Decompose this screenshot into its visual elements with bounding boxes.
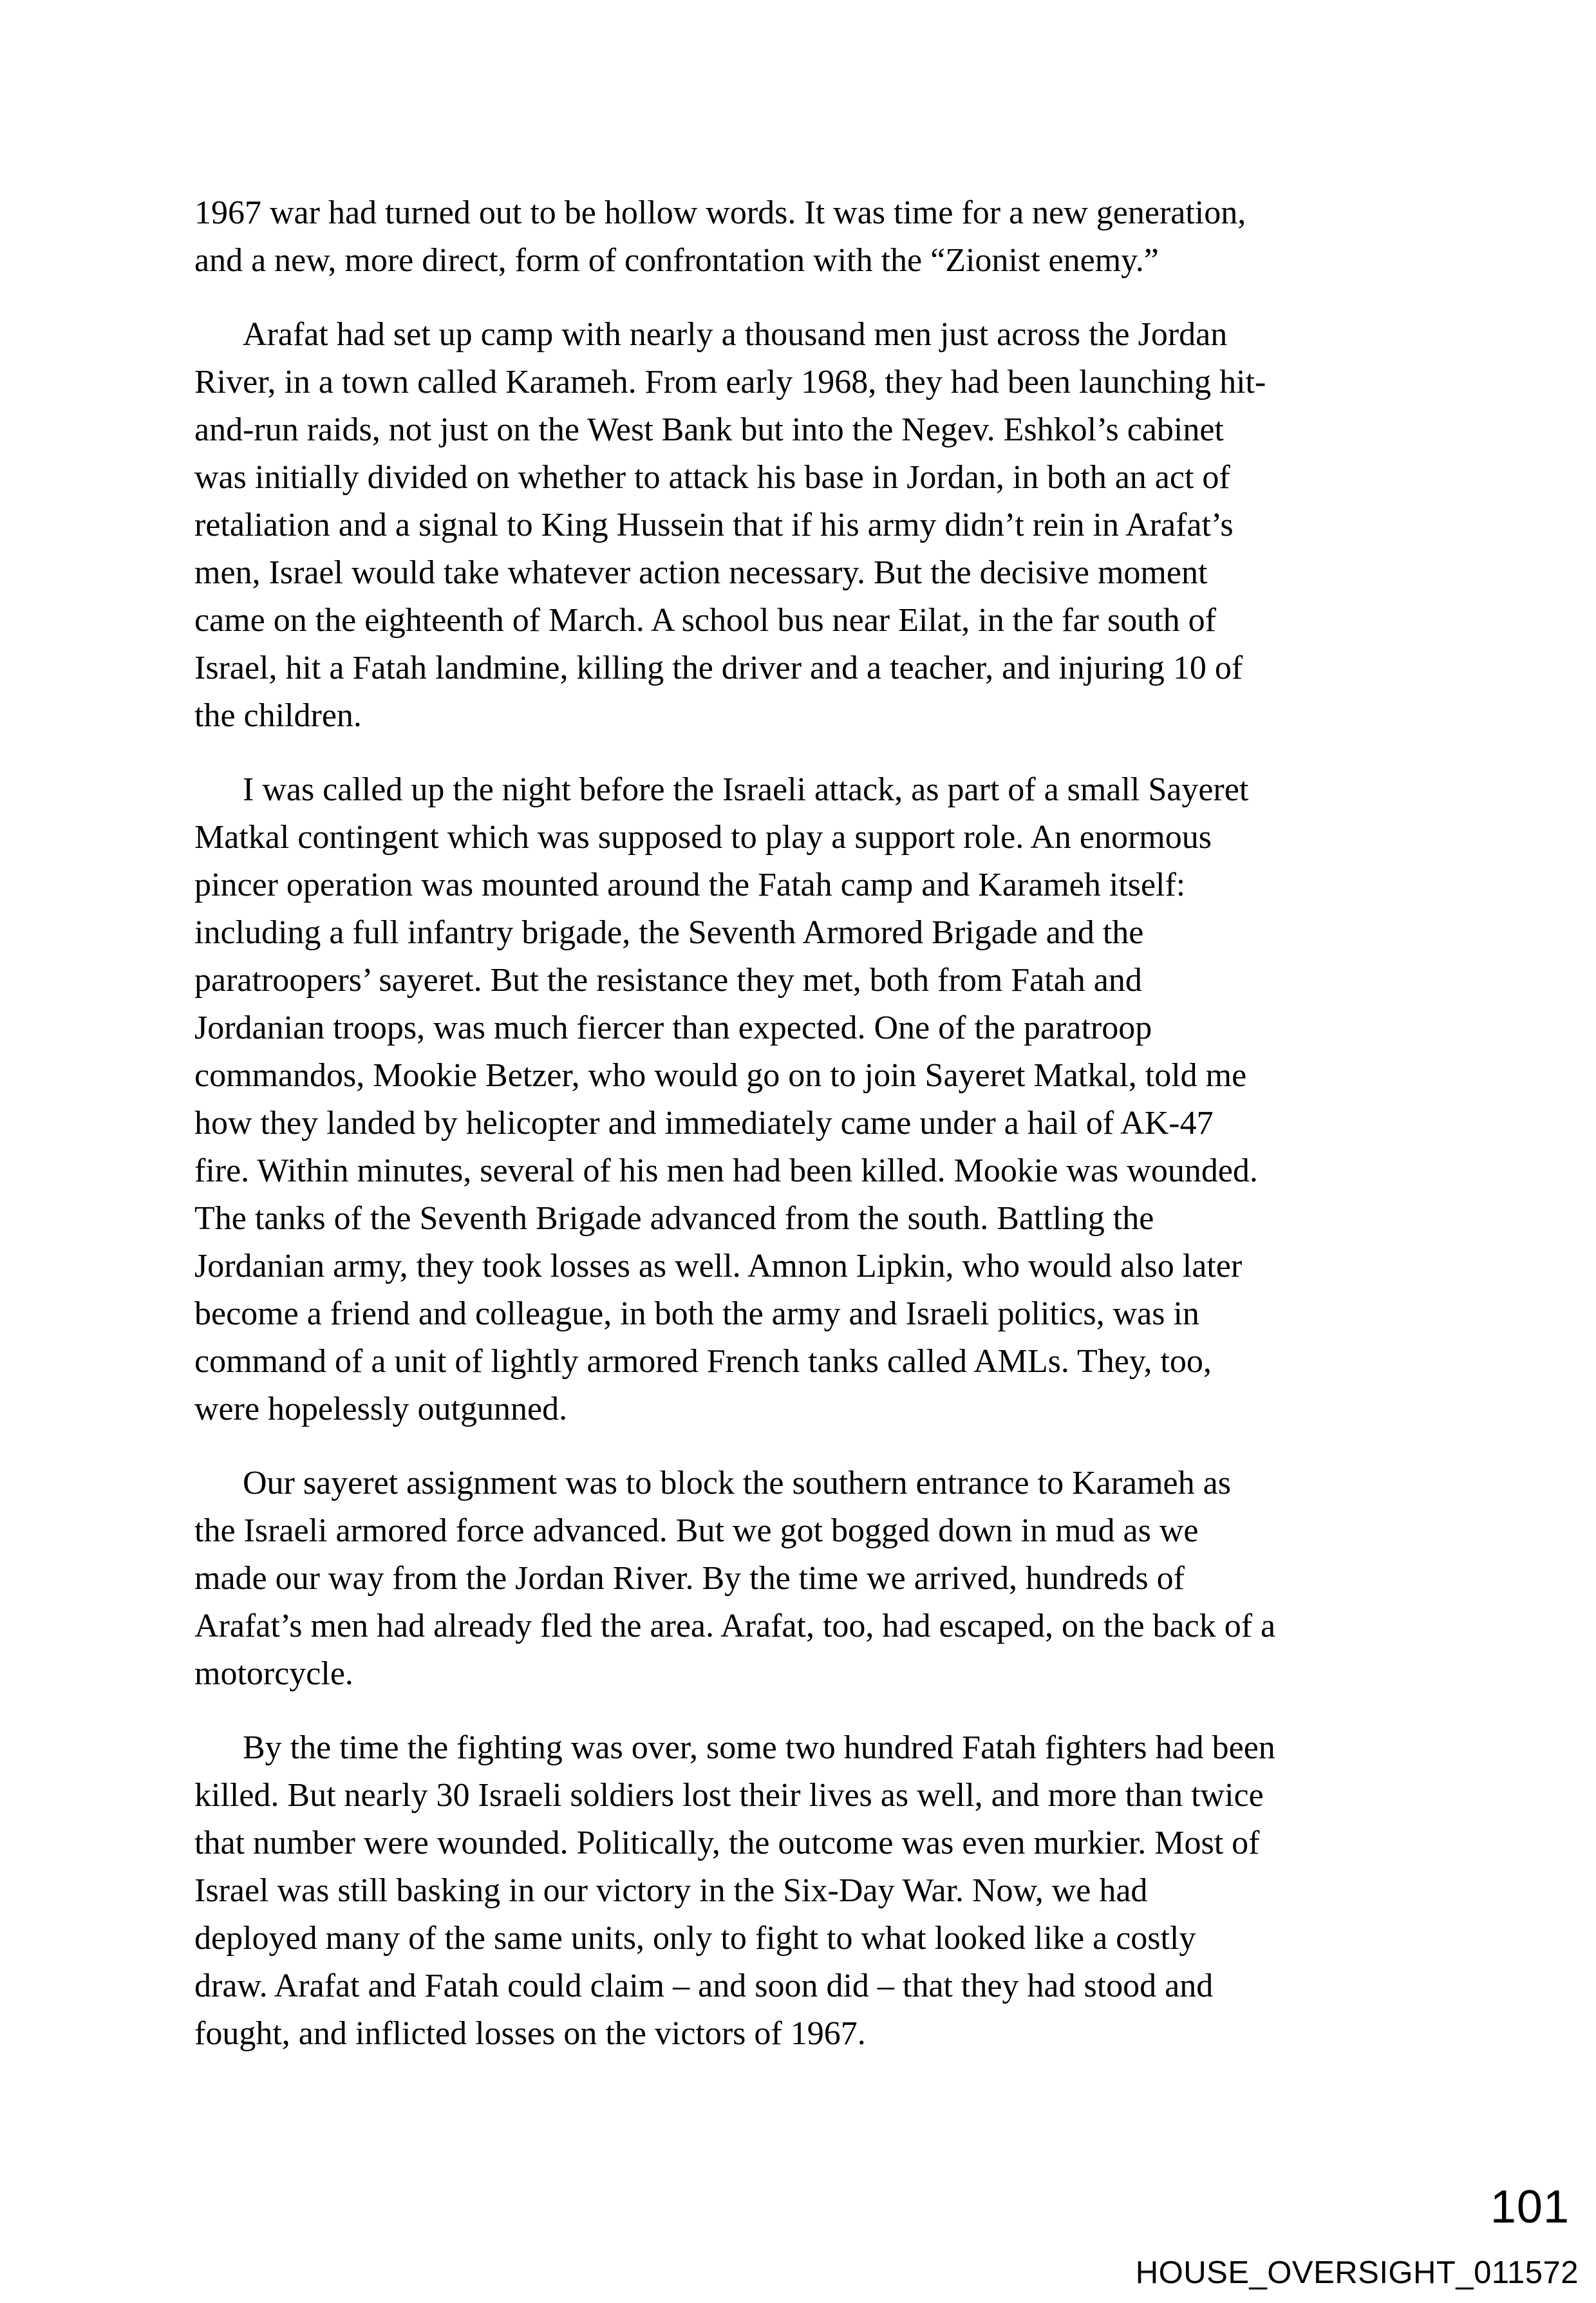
text-line: 1967 war had turned out to be hollow words. It was time for a new generation,: [194, 194, 1246, 231]
text-line: made our way from the Jordan River. By the time we arrived, hundreds of: [194, 1560, 1185, 1597]
paragraph: [194, 1460, 1456, 1698]
text-line: Israel, hit a Fatah landmine, killing the driver and a teacher, and injuring 10 of: [194, 650, 1243, 686]
paragraph: [194, 189, 1456, 285]
text-line: that number were wounded. Politically, the outcome was even murkier. Most of: [194, 1825, 1260, 1861]
text-line: how they landed by helicopter and immediately came under a hail of AK-47: [194, 1105, 1214, 1142]
text-line: retaliation and a signal to King Hussein that if his army didn’t rein in Arafat’s: [194, 507, 1234, 543]
text-line: men, Israel would take whatever action necessary. But the decisive moment: [194, 554, 1208, 591]
text-line: Jordanian troops, was much fiercer than expected. One of the paratroop: [194, 1010, 1152, 1046]
text-line: Arafat’s men had already fled the area. Arafat, too, had escaped, on the back of a: [194, 1608, 1276, 1644]
text-line: The tanks of the Seventh Brigade advanced from the south. Battling the: [194, 1200, 1154, 1237]
text-line: I was called up the night before the Israeli attack, as part of a small Sayeret: [243, 771, 1249, 808]
text-line: Arafat had set up camp with nearly a thousand men just across the Jordan: [243, 316, 1228, 353]
page-number: 101: [1490, 2181, 1570, 2233]
text-line: Israel was still basking in our victory in the Six-Day War. Now, we had: [194, 1872, 1148, 1909]
text-line: and a new, more direct, form of confrontation with the “Zionist enemy.”: [194, 242, 1159, 279]
text-line: fought, and inflicted losses on the victors of 1967.: [194, 2015, 866, 2052]
text-line: and-run raids, not just on the West Bank but into the Negev. Eshkol’s cabinet: [194, 411, 1224, 448]
text-line: motorcycle.: [194, 1655, 353, 1692]
text-line: came on the eighteenth of March. A school bus near Eilat, in the far south of: [194, 602, 1216, 639]
text-line: By the time the fighting was over, some two hundred Fatah fighters had been: [243, 1729, 1275, 1766]
text-line: the Israeli armored force advanced. But we got bogged down in mud as we: [194, 1512, 1199, 1549]
text-line: Jordanian army, they took losses as well. Amnon Lipkin, who would also later: [194, 1248, 1243, 1284]
text-line: command of a unit of lightly armored French tanks called AMLs. They, too,: [194, 1343, 1212, 1380]
text-line: become a friend and colleague, in both the army and Israeli politics, was in: [194, 1295, 1199, 1332]
text-line: Our sayeret assignment was to block the southern entrance to Karameh as: [243, 1465, 1231, 1501]
text-line: fire. Within minutes, several of his men had been killed. Mookie was wounded.: [194, 1152, 1258, 1189]
text-line: was initially divided on whether to attack his base in Jordan, in both an act of: [194, 459, 1230, 496]
text-line: pincer operation was mounted around the Fatah camp and Karameh itself:: [194, 867, 1186, 903]
body-text: [194, 189, 1456, 2058]
text-line: River, in a town called Karameh. From early 1968, they had been launching hit-: [194, 364, 1266, 400]
bates-stamp: HOUSE_OVERSIGHT_011572: [1135, 2255, 1579, 2290]
text-line: including a full infantry brigade, the Seventh Armored Brigade and the: [194, 914, 1144, 951]
paragraph: [194, 1724, 1456, 2058]
paragraph: [194, 311, 1456, 740]
text-line: paratroopers’ sayeret. But the resistance they met, both from Fatah and: [194, 962, 1142, 999]
text-line: deployed many of the same units, only to fight to what looked like a costly: [194, 1920, 1196, 1957]
text-line: killed. But nearly 30 Israeli soldiers lost their lives as well, and more than twice: [194, 1777, 1264, 1814]
text-line: the children.: [194, 697, 362, 734]
paragraph: [194, 766, 1456, 1433]
text-line: commandos, Mookie Betzer, who would go on to join Sayeret Matkal, told me: [194, 1057, 1247, 1094]
text-line: Matkal contingent which was supposed to play a support role. An enormous: [194, 819, 1212, 856]
text-line: were hopelessly outgunned.: [194, 1391, 568, 1427]
text-line: draw. Arafat and Fatah could claim – and soon did – that they had stood and: [194, 1968, 1214, 2004]
